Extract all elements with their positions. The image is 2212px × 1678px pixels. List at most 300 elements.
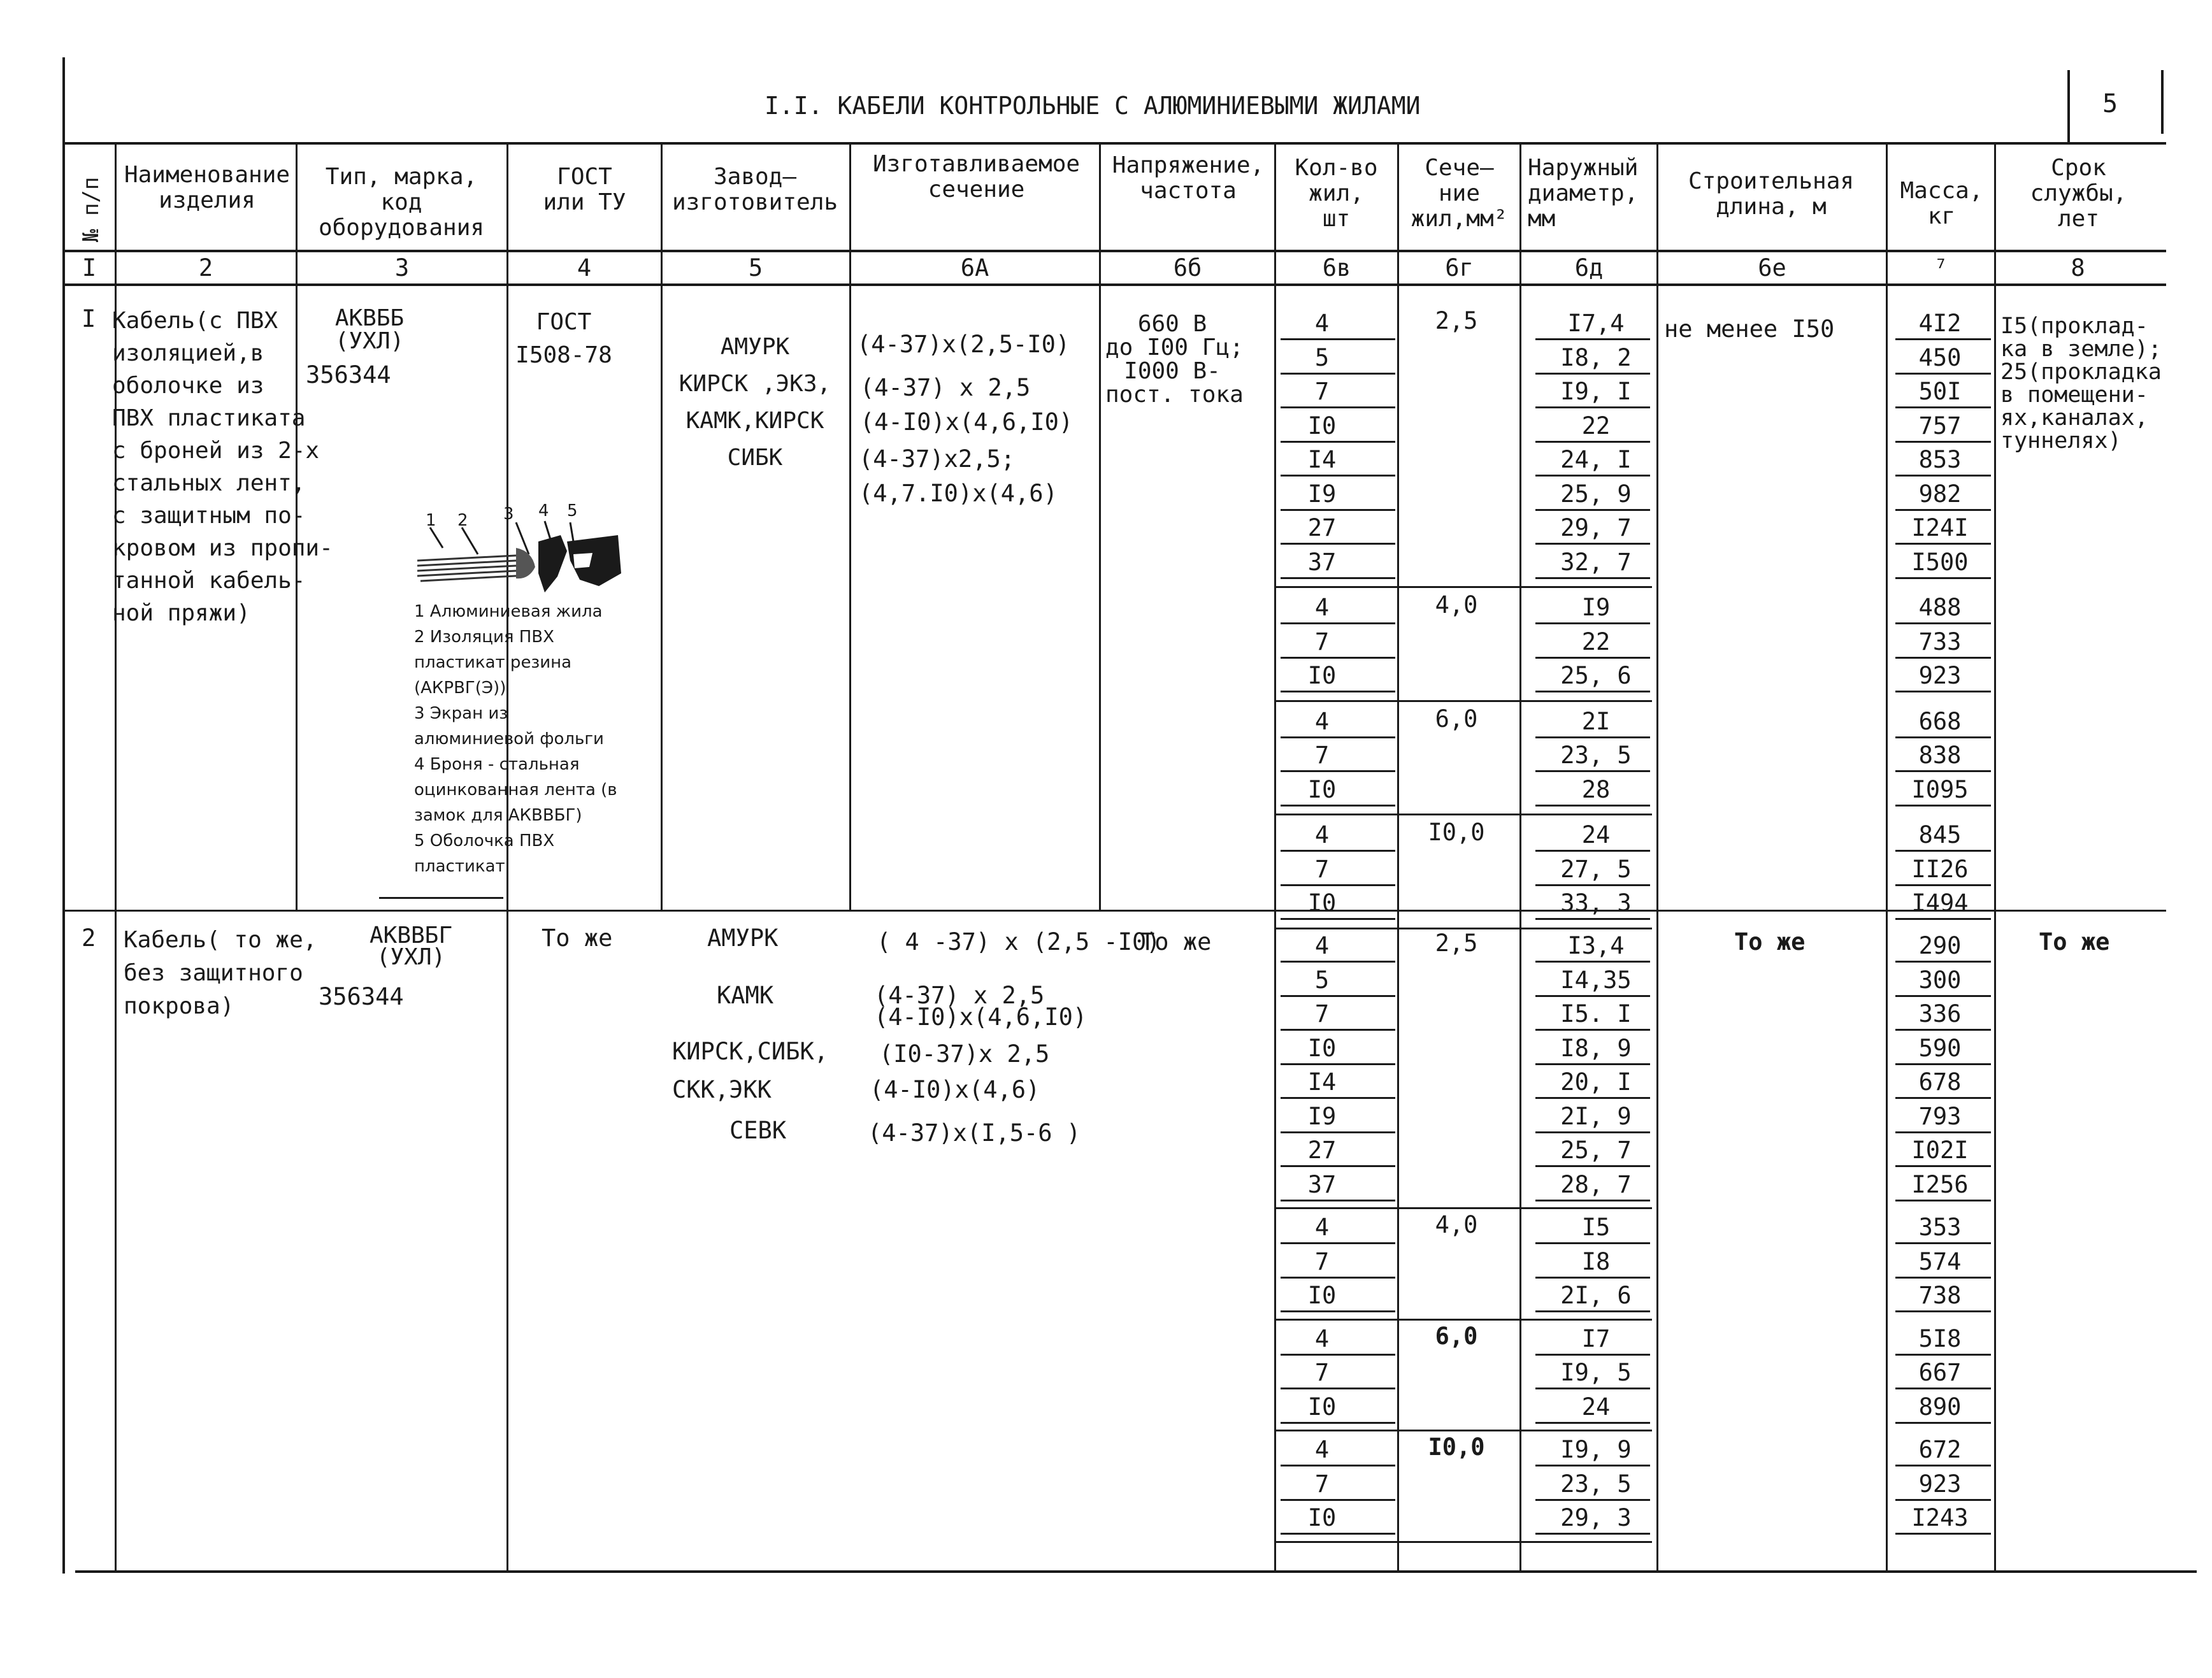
item2-length: То же [1734, 928, 1806, 956]
row-cores-underline [1281, 961, 1395, 963]
colnum-6e: 6е [1758, 254, 1786, 282]
row-diameter-underline [1535, 441, 1650, 443]
legend-line-3: пластикат резина [414, 653, 572, 672]
colnum-4: 4 [577, 254, 592, 282]
item1-group-0-core-section: 2,5 [1435, 307, 1478, 334]
item1-voltage: 660 В до I00 Гц; I000 В- пост. тока [1105, 311, 1244, 408]
item1-code: 356344 [306, 361, 391, 389]
row-cores: I9 [1307, 1102, 1337, 1130]
cable-legend [414, 599, 617, 879]
item1-group-3-core-section: I0,0 [1428, 819, 1485, 846]
row-mass-underline [1895, 1063, 1991, 1065]
colnum-5: 5 [748, 254, 763, 282]
row-diameter-underline [1535, 1277, 1650, 1279]
row-mass-underline [1895, 1533, 1991, 1535]
legend-underline [379, 897, 503, 899]
row-diameter: 29, 3 [1560, 1504, 1632, 1531]
legend-line-2: 2 Изоляция ПВХ [414, 627, 554, 647]
row-cores: 5 [1314, 343, 1330, 371]
header-bottom-line [64, 250, 2166, 252]
item2-section-1: ( 4 -37) x (2,5 -I0) [877, 928, 1161, 956]
row-diameter: I7 [1581, 1324, 1611, 1352]
item2-voltage: То же [1140, 928, 1212, 956]
group-separator [1276, 586, 1652, 588]
row-mass-underline [1895, 1465, 1991, 1466]
row-mass: 982 [1918, 480, 1962, 508]
row-mass-underline [1895, 736, 1991, 738]
row-mass: I02I [1911, 1137, 1969, 1164]
item2-factory-4: СКК,ЭКК [672, 1076, 772, 1103]
item2-section-4: (I0-37)x 2,5 [879, 1040, 1050, 1068]
col-line-8 [1397, 143, 1399, 1570]
row-mass-underline [1895, 577, 1991, 579]
row-diameter: 28, 7 [1560, 1170, 1632, 1198]
item1-section-4: (4-37)x2,5; [859, 445, 1016, 473]
row-cores: 37 [1307, 1170, 1337, 1198]
item2-num: 2 [82, 924, 96, 952]
row-mass: 450 [1918, 343, 1962, 371]
row-cores: I0 [1307, 775, 1337, 803]
row-cores: I0 [1307, 1504, 1337, 1531]
row-mass: 757 [1918, 412, 1962, 440]
row-mass-underline [1895, 1354, 1991, 1356]
row-cores-underline [1281, 1465, 1395, 1466]
row-cores-underline [1281, 577, 1395, 579]
row-cores: 4 [1314, 1214, 1330, 1241]
row-mass: 5I8 [1918, 1324, 1962, 1352]
row-diameter: I8, 2 [1560, 343, 1632, 371]
row-diameter-underline [1535, 1029, 1650, 1031]
row-diameter: I7,4 [1567, 310, 1625, 337]
item2-factory-1: АМУРК [707, 924, 779, 952]
row-mass-underline [1895, 995, 1991, 997]
row-mass-underline [1895, 1200, 1991, 1201]
item1-num: I [82, 305, 96, 333]
row-diameter-underline [1535, 338, 1650, 340]
row-cores: I0 [1307, 1034, 1337, 1062]
header-num: № п/п [78, 176, 104, 242]
row-mass-underline [1895, 1388, 1991, 1389]
row-mass-underline [1895, 961, 1991, 963]
row-diameter-underline [1535, 543, 1650, 545]
col-line-12 [1994, 143, 1996, 1570]
row-cores: 4 [1314, 310, 1330, 337]
row-cores: 27 [1307, 514, 1337, 541]
item2-factory-2: КАМК [717, 982, 774, 1009]
row-mass: I243 [1911, 1504, 1969, 1531]
row-mass: 733 [1918, 627, 1962, 656]
item2-section-2: (4-37) x 2,5 [874, 982, 1045, 1009]
page-number: 5 [2102, 89, 2118, 118]
row-diameter-underline [1535, 475, 1650, 477]
row-cores-underline [1281, 1200, 1395, 1201]
row-diameter: 33, 3 [1560, 889, 1632, 917]
legend-number-1: 1 [426, 511, 436, 530]
row-mass: 678 [1918, 1068, 1962, 1096]
row-mass-underline [1895, 622, 1991, 624]
row-cores: I0 [1307, 1282, 1337, 1309]
row-diameter: I4,35 [1560, 966, 1632, 994]
row-diameter: 22 [1581, 412, 1611, 440]
header-name: Наименование изделия [124, 162, 291, 213]
colnum-3: 3 [394, 254, 410, 282]
row-diameter: 24 [1581, 1393, 1611, 1421]
row-mass: 667 [1918, 1359, 1962, 1386]
item1-section-2: (4-37) x 2,5 [860, 374, 1031, 401]
row-mass-underline [1895, 770, 1991, 772]
row-mass-underline [1895, 543, 1991, 545]
row-cores: 7 [1314, 1247, 1330, 1275]
item2-life: То же [2039, 928, 2110, 956]
row-diameter: I3,4 [1567, 932, 1625, 959]
row-cores-underline [1281, 691, 1395, 692]
row-mass-underline [1895, 918, 1991, 920]
row-mass-underline [1895, 1242, 1991, 1244]
row-diameter: I5 [1581, 1214, 1611, 1241]
row-diameter-underline [1535, 1242, 1650, 1244]
row-cores-underline [1281, 509, 1395, 511]
row-cores-underline [1281, 622, 1395, 624]
item2-factory-3: КИРСК,СИБК, [672, 1038, 829, 1065]
page-title: I.I. КАБЕЛИ КОНТРОЛЬНЫЕ С АЛЮМИНИЕВЫМИ ЖИЛАМИ [765, 92, 1421, 120]
colnum-bottom-line [64, 283, 2166, 286]
item1-type: АКВББ (УХЛ) [334, 305, 405, 354]
bottom-border [75, 1570, 2197, 1573]
item2-section-6: (4-37)x(I,5-6 ) [868, 1119, 1081, 1147]
row-cores-underline [1281, 770, 1395, 772]
legend-line-5: 3 Экран из [414, 704, 508, 723]
row-mass: 300 [1918, 966, 1962, 994]
row-mass: 845 [1918, 821, 1962, 849]
item2-code: 356344 [319, 983, 404, 1010]
header-top-line [64, 142, 2166, 145]
row-cores-underline [1281, 918, 1395, 920]
row-mass: 853 [1918, 446, 1962, 473]
row-mass-underline [1895, 884, 1991, 886]
legend-number-3: 3 [503, 505, 514, 524]
row-mass: 336 [1918, 1000, 1962, 1028]
row-cores-underline [1281, 338, 1395, 340]
row-cores-underline [1281, 475, 1395, 477]
row-cores-underline [1281, 850, 1395, 852]
row-diameter: I9, 9 [1560, 1436, 1632, 1463]
row-mass-underline [1895, 338, 1991, 340]
row-cores: 7 [1314, 1000, 1330, 1028]
group-separator [1276, 1207, 1652, 1209]
row-cores-underline [1281, 373, 1395, 375]
row-diameter: 27, 5 [1560, 855, 1632, 883]
row-diameter: I8, 9 [1560, 1034, 1632, 1062]
row-mass: 672 [1918, 1436, 1962, 1463]
row-diameter: 24 [1581, 821, 1611, 849]
row-mass-underline [1895, 657, 1991, 659]
right-border [2161, 70, 2164, 134]
item2-group-1-core-section: 4,0 [1435, 1211, 1478, 1238]
item-divider-line [64, 910, 2166, 912]
row-diameter-underline [1535, 961, 1650, 963]
row-diameter: 28 [1581, 775, 1611, 803]
row-diameter: 2I, 9 [1560, 1102, 1632, 1130]
row-mass: I095 [1911, 775, 1969, 803]
group-separator [1276, 1430, 1652, 1431]
row-cores: 5 [1314, 966, 1330, 994]
item2-group-2-core-section: 6,0 [1435, 1322, 1478, 1350]
row-diameter: I9 [1581, 594, 1611, 621]
row-cores: 37 [1307, 548, 1337, 576]
colnum-8: 8 [2071, 254, 2085, 282]
col-line-9 [1519, 143, 1521, 1570]
row-mass-underline [1895, 1277, 1991, 1279]
header-section: Изготавливаемое сечение [872, 151, 1081, 203]
row-diameter-underline [1535, 509, 1650, 511]
group-separator [1276, 1319, 1652, 1321]
group-separator [1276, 700, 1652, 702]
row-mass: 574 [1918, 1247, 1962, 1275]
row-cores-underline [1281, 1063, 1395, 1065]
row-diameter: 25, 6 [1560, 662, 1632, 689]
cable-illustration [408, 497, 637, 599]
item1-section-5: (4,7.I0)x(4,6) [859, 480, 1058, 507]
col-line-11 [1886, 143, 1888, 1570]
row-cores: 4 [1314, 821, 1330, 849]
row-cores-underline [1281, 1097, 1395, 1099]
row-cores: 7 [1314, 1470, 1330, 1498]
legend-line-8: оцинкованная лента (в [414, 780, 617, 800]
row-diameter-underline [1535, 1097, 1650, 1099]
row-diameter: 24, I [1560, 446, 1632, 473]
header-diameter: Наружный диаметр, мм [1528, 155, 1639, 232]
header-core-section: Сече– ние жил,мм² [1411, 155, 1508, 232]
row-cores-underline [1281, 1354, 1395, 1356]
row-diameter-underline [1535, 995, 1650, 997]
row-mass-underline [1895, 406, 1991, 408]
group-separator [1276, 1541, 1652, 1543]
row-cores: 4 [1314, 707, 1330, 735]
colnum-2: 2 [198, 254, 213, 282]
header-life: Срок службы, лет [2030, 155, 2127, 232]
row-mass: 923 [1918, 1470, 1962, 1498]
row-cores-underline [1281, 995, 1395, 997]
row-cores-underline [1281, 1388, 1395, 1389]
header-length: Строительная длина, м [1688, 168, 1855, 220]
item1-section-3: (4-I0)x(4,6,I0) [860, 408, 1074, 436]
row-diameter: 23, 5 [1560, 1470, 1632, 1498]
row-cores: I4 [1307, 1068, 1337, 1096]
colnum-6a: 6А [960, 254, 989, 282]
row-mass-underline [1895, 1499, 1991, 1501]
row-cores-underline [1281, 406, 1395, 408]
row-cores: I9 [1307, 480, 1337, 508]
row-cores: 7 [1314, 378, 1330, 405]
row-diameter-underline [1535, 736, 1650, 738]
col-line-10 [1656, 143, 1658, 1570]
item2-section-3: (4-I0)x(4,6,I0) [874, 1003, 1088, 1031]
row-cores-underline [1281, 1242, 1395, 1244]
legend-number-4: 4 [538, 501, 549, 520]
row-cores: 7 [1314, 742, 1330, 769]
item1-group-2-core-section: 6,0 [1435, 705, 1478, 733]
row-cores-underline [1281, 1277, 1395, 1279]
row-mass: 50I [1918, 378, 1962, 405]
row-mass: 738 [1918, 1282, 1962, 1309]
row-diameter: I9, I [1560, 378, 1632, 405]
row-diameter: 2I, 6 [1560, 1282, 1632, 1309]
row-diameter: 25, 9 [1560, 480, 1632, 508]
item2-gost: То же [542, 924, 613, 952]
row-mass: 290 [1918, 932, 1962, 959]
row-cores: 7 [1314, 1359, 1330, 1386]
page-number-box-divider [2067, 70, 2070, 143]
row-cores: 4 [1314, 932, 1330, 959]
row-diameter: 22 [1581, 627, 1611, 656]
row-cores-underline [1281, 1029, 1395, 1031]
legend-line-7: 4 Броня - стальная [414, 755, 580, 774]
header-gost: ГОСТ или ТУ [543, 164, 626, 215]
item2-group-3-core-section: I0,0 [1428, 1433, 1485, 1461]
col-line-7 [1274, 143, 1276, 1570]
row-cores: 4 [1314, 1436, 1330, 1463]
row-cores-underline [1281, 884, 1395, 886]
row-diameter-underline [1535, 1131, 1650, 1133]
row-mass: 838 [1918, 742, 1962, 769]
row-cores-underline [1281, 1422, 1395, 1424]
row-cores: 7 [1314, 855, 1330, 883]
item2-section-5: (4-I0)x(4,6) [870, 1076, 1040, 1103]
legend-line-9: замок для АКВВБГ) [414, 806, 582, 825]
row-mass: 890 [1918, 1393, 1962, 1421]
row-diameter-underline [1535, 1422, 1650, 1424]
item1-section-1: (4-37)x(2,5-I0) [857, 331, 1070, 358]
row-diameter: 32, 7 [1560, 548, 1632, 576]
header-mass: Масса, кг [1900, 178, 1983, 229]
group-separator [1276, 814, 1652, 815]
legend-number-5: 5 [567, 501, 578, 520]
row-diameter: I9, 5 [1560, 1359, 1632, 1386]
row-cores-underline [1281, 441, 1395, 443]
legend-line-6: алюминиевой фольги [414, 729, 604, 749]
row-cores-underline [1281, 1131, 1395, 1133]
row-cores: I0 [1307, 662, 1337, 689]
row-mass-underline [1895, 691, 1991, 692]
row-mass-underline [1895, 1422, 1991, 1424]
row-mass-underline [1895, 805, 1991, 807]
row-mass-underline [1895, 850, 1991, 852]
row-mass: 590 [1918, 1034, 1962, 1062]
legend-line-1: 1 Алюминиевая жила [414, 602, 603, 621]
row-diameter-underline [1535, 1165, 1650, 1167]
row-diameter-underline [1535, 1388, 1650, 1389]
row-mass: 4I2 [1918, 310, 1962, 337]
row-cores: I4 [1307, 446, 1337, 473]
item2-name: Кабель( то же, без защитного покрова) [124, 927, 317, 1019]
row-cores-underline [1281, 543, 1395, 545]
row-diameter-underline [1535, 373, 1650, 375]
row-mass: 488 [1918, 594, 1962, 621]
header-voltage: Напряжение, частота [1112, 152, 1265, 204]
row-cores: 7 [1314, 627, 1330, 656]
row-cores-underline [1281, 1499, 1395, 1501]
item1-name: Кабель(с ПВХ изоляцией,в оболочке из ПВХ пластиката с броней из 2-х стальных лент, с защитным по- кровом из пропи- танной кабель- ной пряжи) [112, 308, 333, 626]
row-mass: I494 [1911, 889, 1969, 917]
row-diameter-underline [1535, 406, 1650, 408]
header-cores: Кол-во жил, шт [1295, 155, 1378, 232]
row-mass: I256 [1911, 1170, 1969, 1198]
row-diameter-underline [1535, 1200, 1650, 1201]
row-mass-underline [1895, 441, 1991, 443]
row-diameter-underline [1535, 622, 1650, 624]
row-cores: 4 [1314, 594, 1330, 621]
item2-factory-5: СЕВК [729, 1117, 787, 1144]
row-mass-underline [1895, 1310, 1991, 1312]
row-diameter: I5. I [1560, 1000, 1632, 1028]
row-diameter-underline [1535, 918, 1650, 920]
row-mass-underline [1895, 1029, 1991, 1031]
row-cores: 4 [1314, 1324, 1330, 1352]
item2-type: АКВВБГ (УХЛ) [369, 922, 453, 970]
legend-line-4: (АКРВГ(Э)) [414, 678, 506, 698]
row-mass-underline [1895, 509, 1991, 511]
row-cores: I0 [1307, 1393, 1337, 1421]
row-mass: 793 [1918, 1102, 1962, 1130]
colnum-7: ⁷ [1934, 254, 1948, 282]
header-type: Тип, марка, код оборудования [318, 164, 485, 241]
row-diameter-underline [1535, 884, 1650, 886]
row-diameter: 25, 7 [1560, 1137, 1632, 1164]
colnum-6b: 6б [1173, 254, 1202, 282]
row-diameter-underline [1535, 770, 1650, 772]
row-diameter-underline [1535, 850, 1650, 852]
row-diameter: 29, 7 [1560, 514, 1632, 541]
row-cores-underline [1281, 805, 1395, 807]
item1-life: I5(проклад- ка в земле); 25(прокладка в помещени- ях,каналах, туннелях) [2000, 313, 2162, 454]
row-cores: I0 [1307, 889, 1337, 917]
legend-line-11: пластикат [414, 857, 505, 876]
row-mass: I24I [1911, 514, 1969, 541]
row-diameter-underline [1535, 1533, 1650, 1535]
row-diameter-underline [1535, 805, 1650, 807]
row-mass-underline [1895, 1131, 1991, 1133]
colnum-6g: 6г [1445, 254, 1474, 282]
row-diameter: 20, I [1560, 1068, 1632, 1096]
item1-length: не менее I50 [1664, 315, 1835, 343]
row-mass-underline [1895, 373, 1991, 375]
row-cores-underline [1281, 1165, 1395, 1167]
row-diameter-underline [1535, 1465, 1650, 1466]
row-diameter: I8 [1581, 1247, 1611, 1275]
row-mass-underline [1895, 475, 1991, 477]
colnum-6v: 6в [1322, 254, 1351, 282]
item1-group-1-core-section: 4,0 [1435, 591, 1478, 619]
row-cores-underline [1281, 736, 1395, 738]
item2-group-0-core-section: 2,5 [1435, 929, 1478, 957]
row-diameter-underline [1535, 1310, 1650, 1312]
colnum-6d: 6д [1574, 254, 1604, 282]
row-cores-underline [1281, 1310, 1395, 1312]
row-mass: II26 [1911, 855, 1969, 883]
row-diameter-underline [1535, 1354, 1650, 1356]
header-factory: Завод– изготовитель [672, 164, 838, 215]
item1-factory: АМУРК КИРСК ,ЭКЗ, КАМК,КИРСК СИБК [679, 334, 831, 471]
row-diameter-underline [1535, 657, 1650, 659]
row-diameter: 23, 5 [1560, 742, 1632, 769]
row-diameter-underline [1535, 1499, 1650, 1501]
colnum-1: I [82, 254, 97, 282]
row-cores: 27 [1307, 1137, 1337, 1164]
row-mass: 668 [1918, 707, 1962, 735]
row-diameter-underline [1535, 577, 1650, 579]
row-diameter-underline [1535, 1063, 1650, 1065]
row-mass: 353 [1918, 1214, 1962, 1241]
